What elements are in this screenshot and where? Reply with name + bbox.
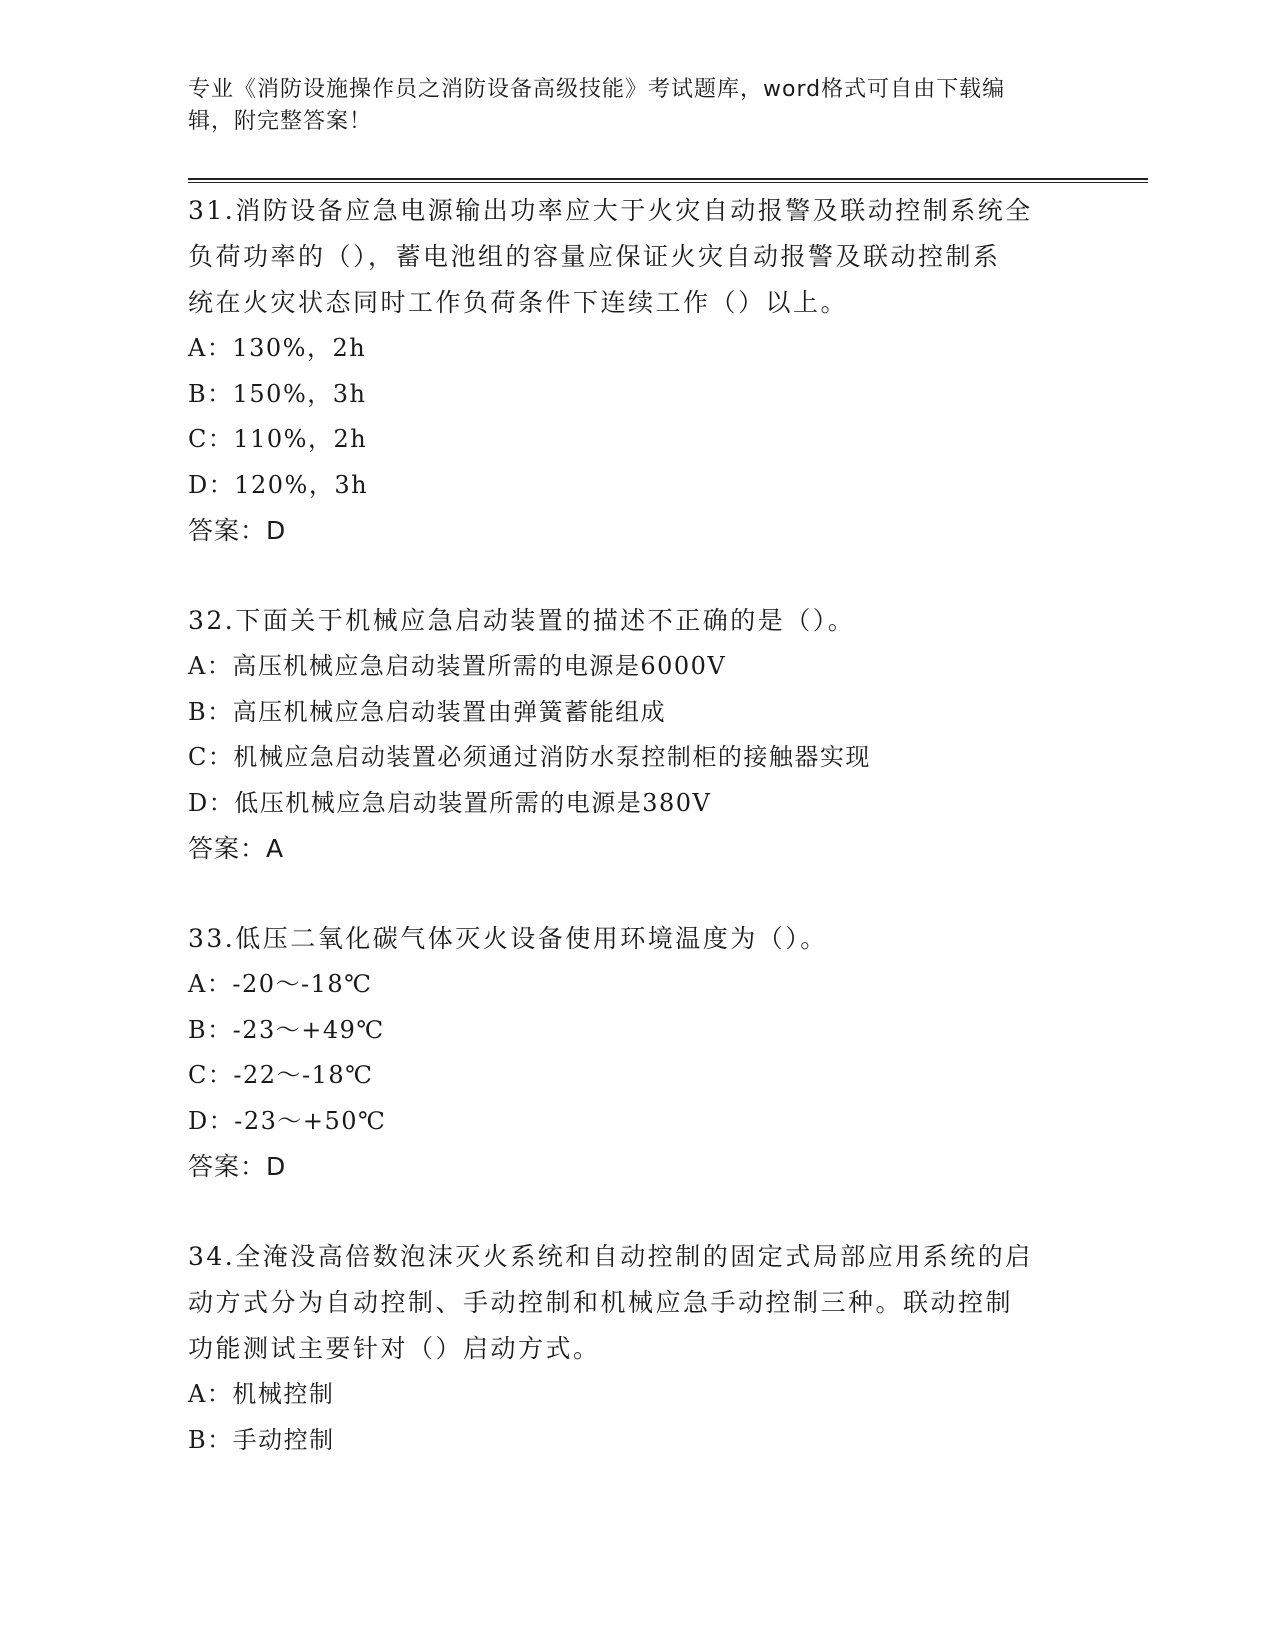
spacer [188, 872, 1088, 916]
option-a: A：高压机械应急启动装置所需的电源是6000V [188, 652, 727, 680]
question-stem-line: 33.低压二氧化碳气体灭火设备使用环境温度为（）。 [188, 924, 828, 953]
question-31 [188, 188, 1088, 554]
option-b: B：-23～+49℃ [188, 1015, 385, 1044]
option-a: A：-20～-18℃ [188, 970, 373, 998]
question-stem-line: 31.消防设备应急电源输出功率应大于火灾自动报警及联动控制系统全 [188, 196, 1033, 225]
option-c: C：机械应急启动装置必须通过消防水泵控制柜的接触器实现 [188, 743, 871, 771]
answer: 答案：A [188, 834, 285, 863]
option-a: A：130%，2h [188, 334, 367, 362]
question-list [188, 188, 1088, 1463]
header-divider [188, 178, 1148, 183]
question-stem-line: 功能测试主要针对（）启动方式。 [188, 1334, 601, 1363]
option-d: D：低压机械应急启动装置所需的电源是380V [188, 788, 712, 817]
option-b: B：150%，3h [188, 379, 367, 408]
option-b: B：高压机械应急启动装置由弹簧蓄能组成 [188, 697, 667, 726]
option-c: C：110%，2h [188, 425, 368, 453]
question-32 [188, 598, 1088, 872]
answer: 答案：D [188, 516, 287, 545]
header-line-2: 辑，附完整答案！ [188, 109, 373, 134]
question-33 [188, 916, 1088, 1190]
question-34 [188, 1234, 1088, 1463]
spacer [188, 554, 1088, 598]
question-stem-line: 负荷功率的（），蓄电池组的容量应保证火灾自动报警及联动控制系 [188, 242, 1001, 271]
document-header [188, 74, 1088, 138]
question-stem-line: 统在火灾状态同时工作负荷条件下连续工作（）以上。 [188, 288, 849, 317]
option-a: A：机械控制 [188, 1380, 335, 1408]
option-c: C：-22～-18℃ [188, 1061, 374, 1089]
option-d: D：120%，3h [188, 470, 369, 499]
question-stem-line: 动方式分为自动控制、手动控制和机械应急手动控制三种。联动控制 [188, 1288, 1014, 1317]
header-line-1: 专业《消防设施操作员之消防设备高级技能》考试题库，word格式可自由下载编 [188, 77, 1006, 102]
spacer [188, 1190, 1088, 1234]
answer: 答案：D [188, 1152, 287, 1181]
question-stem-line: 32.下面关于机械应急启动装置的描述不正确的是（）。 [188, 606, 856, 635]
option-b: B：手动控制 [188, 1425, 335, 1454]
option-d: D：-23～+50℃ [188, 1106, 387, 1135]
question-stem-line: 34.全淹没高倍数泡沫灭火系统和自动控制的固定式局部应用系统的启 [188, 1242, 1033, 1271]
